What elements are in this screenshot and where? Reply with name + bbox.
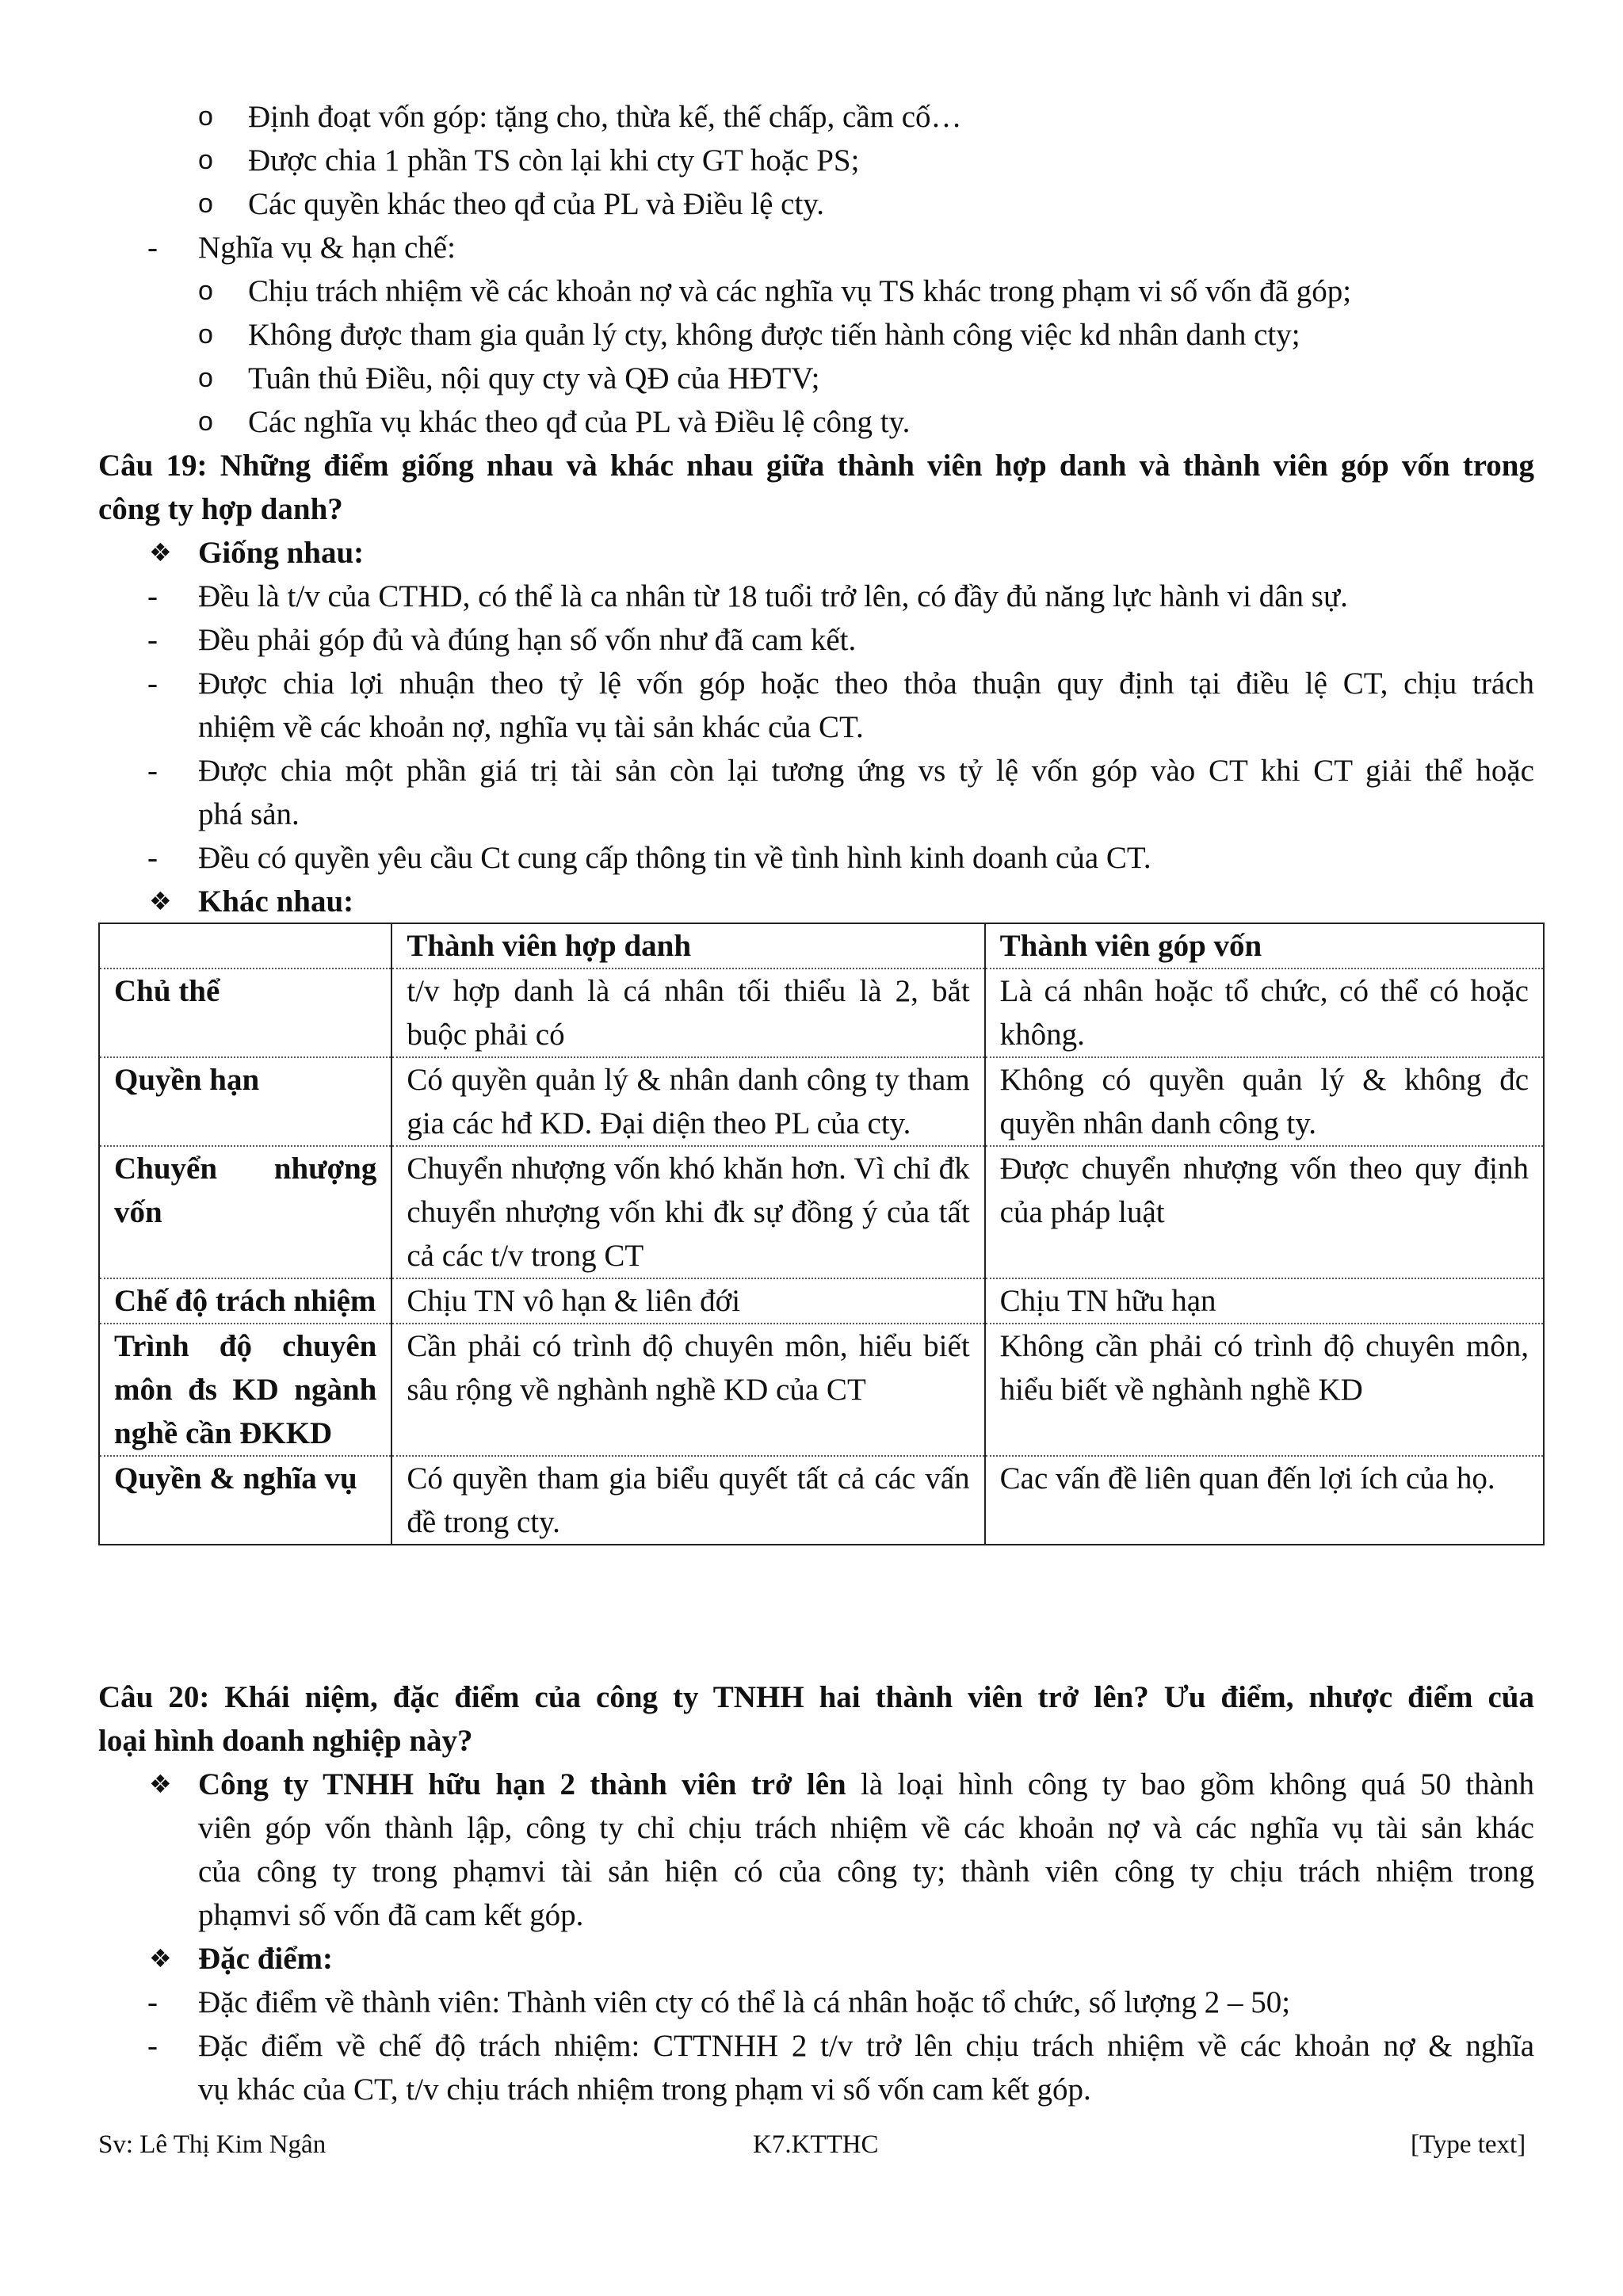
similar-item: Đều là t/v của CTHD, có thể là ca nhân từ 18 tuổi trở lên, có đầy đủ năng lực hành vi dân sự. xyxy=(198,579,1348,613)
table-cell: Có quyền tham gia biểu quyết tất cả các vấn đề trong cty. xyxy=(407,1461,970,1539)
table-header-cell: Thành viên hợp danh xyxy=(391,923,984,968)
table-cell: Có quyền quản lý & nhân danh công ty tham gia các hđ KD. Đại diện theo PL của cty. xyxy=(407,1063,970,1140)
table-row xyxy=(99,1278,1544,1324)
dash-bullet-icon: - xyxy=(147,623,158,657)
similar-item-continued: phá sản. xyxy=(198,797,300,831)
table-cell: Cac vấn đề liên quan đến lợi ích của họ. xyxy=(999,1461,1495,1496)
duties-heading: Nghĩa vụ & hạn chế: xyxy=(198,231,456,265)
similar-item: Được chia một phần giá trị tài sản còn lại tương ứng vs tỷ lệ vốn góp vào CT khi CT giải thể hoặc xyxy=(198,754,1534,788)
features-heading: Đặc điểm: xyxy=(198,1942,334,1976)
footer-placeholder: [Type text] xyxy=(1411,2130,1526,2159)
table-cell: Không có quyền quản lý & không đc quyền nhân danh công ty. xyxy=(999,1063,1529,1140)
duties-item: Các nghĩa vụ khác theo qđ của PL và Điều lệ công ty. xyxy=(248,405,911,439)
dash-bullet-icon: - xyxy=(147,2029,158,2063)
comparison-table xyxy=(98,923,1545,1545)
dash-bullet-icon: - xyxy=(147,1985,158,2019)
similar-item-continued: nhiệm về các khoản nợ, nghĩa vụ tài sản khác của CT. xyxy=(198,710,864,744)
concept-paragraph-line: viên góp vốn thành lập, công ty chỉ chịu trách nhiệm về các khoản nợ và các nghĩa vụ tài sản khác xyxy=(198,1811,1534,1845)
table-row-label: Trình độ chuyên môn đs KD ngành nghề cần ĐKKD xyxy=(114,1329,377,1450)
circle-bullet-icon: o xyxy=(198,101,213,132)
table-cell: Chịu TN vô hạn & liên đới xyxy=(391,1278,984,1324)
table-header-cell: Thành viên góp vốn xyxy=(985,923,1544,968)
different-heading: Khác nhau: xyxy=(198,884,354,919)
concept-term: Công ty TNHH hữu hạn 2 thành viên trở lên xyxy=(198,1767,846,1801)
diamond-bullet-icon: ❖ xyxy=(149,1769,172,1799)
table-row xyxy=(99,1146,1544,1278)
duties-item: Chịu trách nhiệm về các khoản nợ và các nghĩa vụ TS khác trong phạm vi số vốn đã góp; xyxy=(248,274,1352,308)
circle-bullet-icon: o xyxy=(198,363,213,393)
feature-item: Đặc điểm về thành viên: Thành viên cty có thể là cá nhân hoặc tổ chức, số lượng 2 – 50; xyxy=(198,1985,1291,2019)
table-row-label: Quyền hạn xyxy=(99,1057,391,1146)
concept-paragraph-line xyxy=(198,1763,1534,1806)
dash-bullet-icon: - xyxy=(147,754,158,788)
table-row-label: Chuyển nhượng vốn xyxy=(114,1152,377,1229)
concept-paragraph-line: phạmvi số vốn đã cam kết góp. xyxy=(198,1898,584,1932)
table-row-label: Quyền & nghĩa vụ xyxy=(99,1456,391,1545)
dash-bullet-icon: - xyxy=(147,231,158,265)
table-row xyxy=(99,1324,1544,1456)
rights-item: Được chia 1 phần TS còn lại khi cty GT hoặc PS; xyxy=(248,143,860,178)
duties-item: Không được tham gia quản lý cty, không được tiến hành công việc kd nhân danh cty; xyxy=(248,318,1300,352)
footer-class: K7.KTTHC xyxy=(753,2130,879,2159)
question-19-title-line2: công ty hợp danh? xyxy=(98,492,343,526)
diamond-bullet-icon: ❖ xyxy=(149,537,172,567)
similar-item: Đều phải góp đủ và đúng hạn số vốn như đã cam kết. xyxy=(198,623,857,657)
table-row-label: Chủ thể xyxy=(99,968,391,1057)
table-row xyxy=(99,1456,1544,1545)
dash-bullet-icon: - xyxy=(147,841,158,875)
concept-definition: là loại hình công ty bao gồm không quá 50 thành xyxy=(861,1767,1534,1801)
table-cell: Là cá nhân hoặc tổ chức, có thể có hoặc không. xyxy=(999,974,1529,1052)
table-header-cell xyxy=(99,923,391,968)
footer-author: Sv: Lê Thị Kim Ngân xyxy=(98,2130,327,2159)
table-row xyxy=(99,968,1544,1057)
diamond-bullet-icon: ❖ xyxy=(149,886,172,916)
rights-item: Các quyền khác theo qđ của PL và Điều lệ cty. xyxy=(248,187,825,221)
table-row-label: Chế độ trách nhiệm xyxy=(114,1284,376,1318)
rights-item: Định đoạt vốn góp: tặng cho, thừa kế, thế chấp, cầm cố… xyxy=(248,100,962,134)
table-header-row xyxy=(99,923,1544,968)
table-cell: Được chuyển nhượng vốn theo quy định của pháp luật xyxy=(999,1152,1529,1229)
circle-bullet-icon: o xyxy=(198,145,213,175)
table-row xyxy=(99,1057,1544,1146)
similar-item: Được chia lợi nhuận theo tỷ lệ vốn góp hoặc theo thỏa thuận quy định tại điều lệ CT, chịu trách xyxy=(198,667,1534,701)
circle-bullet-icon: o xyxy=(198,189,213,219)
table-cell: Chuyển nhượng vốn khó khăn hơn. Vì chỉ đk chuyển nhượng vốn khi đk sự đồng ý của tất cả các t/v trong CT xyxy=(407,1152,970,1273)
circle-bullet-icon: o xyxy=(198,407,213,437)
diamond-bullet-icon: ❖ xyxy=(149,1943,172,1973)
similar-item: Đều có quyền yêu cầu Ct cung cấp thông tin về tình hình kinh doanh của CT. xyxy=(198,841,1151,875)
circle-bullet-icon: o xyxy=(198,276,213,306)
dash-bullet-icon: - xyxy=(147,579,158,613)
table-cell: Không cần phải có trình độ chuyên môn, hiểu biết về nghành nghề KD xyxy=(999,1329,1529,1407)
feature-item-continued: vụ khác của CT, t/v chịu trách nhiệm trong phạm vi số vốn cam kết góp. xyxy=(198,2073,1091,2107)
question-20-title-line1: Câu 20: Khái niệm, đặc điểm của công ty TNHH hai thành viên trở lên? Ưu điểm, nhược điểm của xyxy=(98,1680,1534,1714)
question-20-title-line2: loại hình doanh nghiệp này? xyxy=(98,1724,473,1758)
table-cell: Chịu TN hữu hạn xyxy=(985,1278,1544,1324)
question-19-title-line1: Câu 19: Những điểm giống nhau và khác nhau giữa thành viên hợp danh và thành viên góp vốn trong xyxy=(98,449,1534,483)
dash-bullet-icon: - xyxy=(147,667,158,701)
circle-bullet-icon: o xyxy=(198,319,213,350)
similar-heading: Giống nhau: xyxy=(198,536,365,570)
table-cell: Cần phải có trình độ chuyên môn, hiểu biết sâu rộng về nghành nghề KD của CT xyxy=(407,1329,970,1407)
table-cell: t/v hợp danh là cá nhân tối thiểu là 2, bắt buộc phải có xyxy=(407,974,970,1052)
concept-paragraph-line: của công ty trong phạmvi tài sản hiện có của công ty; thành viên công ty chịu trách nhiệm trong xyxy=(198,1855,1534,1889)
duties-item: Tuân thủ Điều, nội quy cty và QĐ của HĐTV; xyxy=(248,361,820,395)
feature-item: Đặc điểm về chế độ trách nhiệm: CTTNHH 2 t/v trở lên chịu trách nhiệm về các khoản nợ & nghĩa xyxy=(198,2029,1534,2063)
